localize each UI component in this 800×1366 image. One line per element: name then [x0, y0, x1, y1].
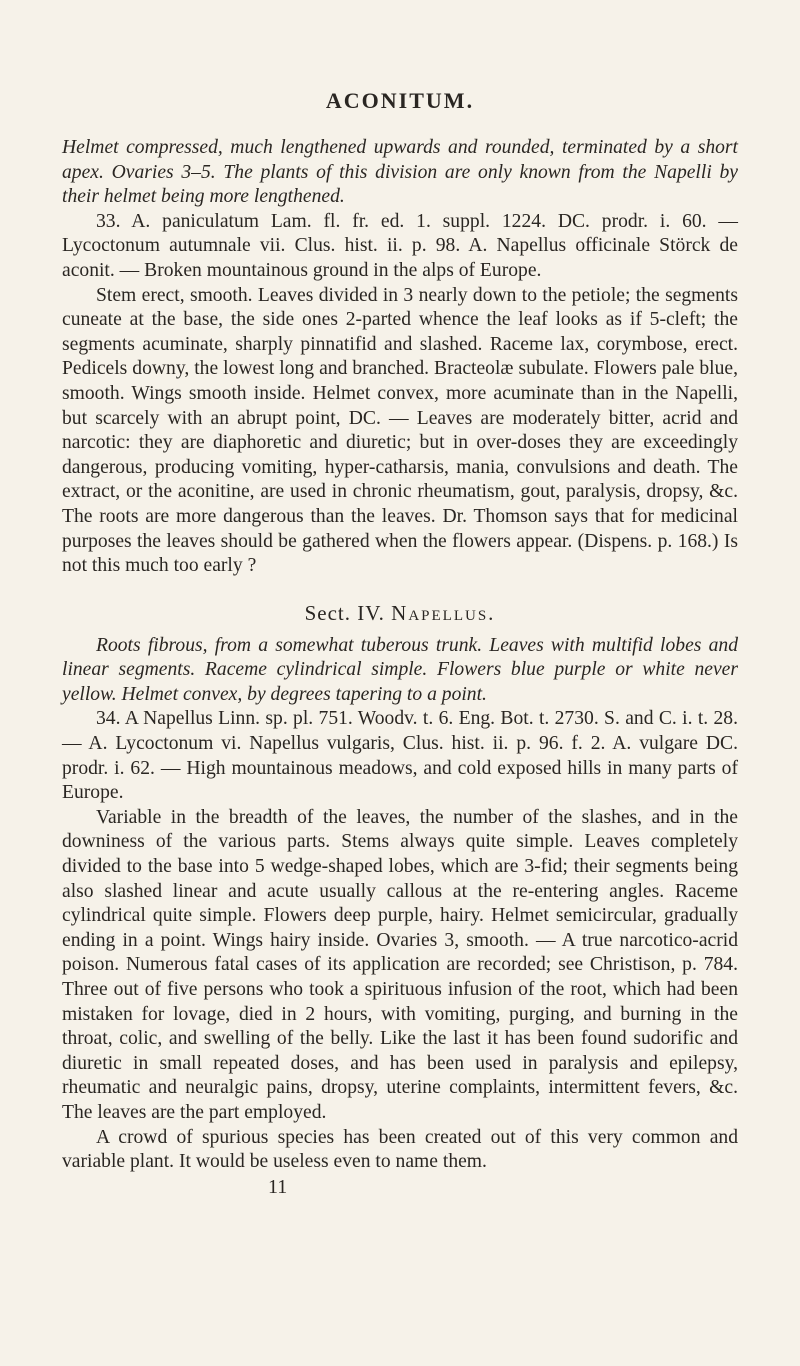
- paragraph-helmet-description: Helmet compressed, much lengthened upwards and rounded, terminated by a short apex. Ovaries 3–5. The plants of this division are only known from the Napelli by their helmet being more lengthened.: [62, 137, 738, 208]
- paragraph-section-description: Roots fibrous, from a somewhat tuberous trunk. Leaves with multifid lobes and linear segments. Raceme cylindrical simple. Flowers blue purple or white never yellow. Helmet convex, by degrees tapering to a point.: [62, 634, 738, 705]
- running-head: ACONITUM.: [325, 88, 475, 113]
- signature-mark: 11: [268, 1175, 288, 1198]
- paragraph-species-34-body: Variable in the breadth of the leaves, the number of the slashes, and in the downiness of the various parts. Stems always quite simple. Leaves completely divided to the base into 5 wedge-shaped lobes, which are 3-fid; their segments being also slashed linear and acute usually callous at the re-entering angles. Raceme cylindrical quite simple. Flowers deep purple, hairy. Helmet semicircular, gradually ending in a point. Wings hairy inside. Ovaries 3, smooth. — A true narcotico-acrid poison. Numerous fatal cases of its application are recorded; see Christison, p. 784. Three out of five persons who took a spirituous infusion of the root, which had been mistaken for lovage, died in 2 hours, with vomiting, purging, and burning in the throat, colic, and swelling of the belly. Like the last it has been found sudorific and diuretic in small repeated doses, and has been used in paralysis and epilepsy, rheumatic and neuralgic pains, dropsy, uterine complaints, intermittent fevers, &c. The leaves are the part employed.: [62, 806, 738, 1123]
- section-heading-prefix: Sect. IV.: [304, 600, 385, 625]
- post-section-block: [62, 634, 738, 1175]
- section-heading-name: Napellus.: [391, 600, 496, 625]
- pre-section-block: [62, 136, 738, 579]
- paragraph-species-34-heading: 34. A Napellus Linn. sp. pl. 751. Woodv. t. 6. Eng. Bot. t. 2730. S. and C. i. t. 28. — A. Lycoctonum vi. Napellus vulgaris, Clus. hist. ii. p. 96. f. 2. A. vulgare DC. prodr. i. 62. — High mountainous meadows, and cold exposed hills in many parts of Europe.: [62, 708, 738, 804]
- section-heading: [62, 601, 738, 626]
- paragraph-species-33-body: Stem erect, smooth. Leaves divided in 3 nearly down to the petiole; the segments cuneate at the base, the side ones 2-parted whence the leaf looks as if 5-cleft; the segments acuminate, sharply pinnatifid and slashed. Raceme lax, corymbose, erect. Pedicels downy, the lowest long and branched. Bracteolæ subulate. Flowers pale blue, smooth. Wings smooth inside. Helmet convex, more acuminate than in the Napelli, but scarcely with an abrupt point, DC. — Leaves are moderately bitter, acrid and narcotic: they are diaphoretic and diuretic; but in over-doses they are exceedingly dangerous, producing vomiting, hyper-catharsis, mania, convulsions and death. The extract, or the aconitine, are used in chronic rheumatism, gout, paralysis, dropsy, &c. The roots are more dangerous than the leaves. Dr. Thomson says that for medicinal purposes the leaves should be gathered when the flowers appear. (Dispens. p. 168.) Is not this much too early ?: [62, 284, 738, 577]
- paragraph-spurious-species: A crowd of spurious species has been created out of this very common and variable plant. It would be useless even to name them.: [62, 1126, 738, 1173]
- paragraph-species-33-heading: 33. A. paniculatum Lam. fl. fr. ed. 1. suppl. 1224. DC. prodr. i. 60. — Lycoctonum autumnale vii. Clus. hist. ii. p. 98. A. Napellus officinale Störck de aconit. — Broken mountainous ground in the alps of Europe.: [62, 210, 738, 281]
